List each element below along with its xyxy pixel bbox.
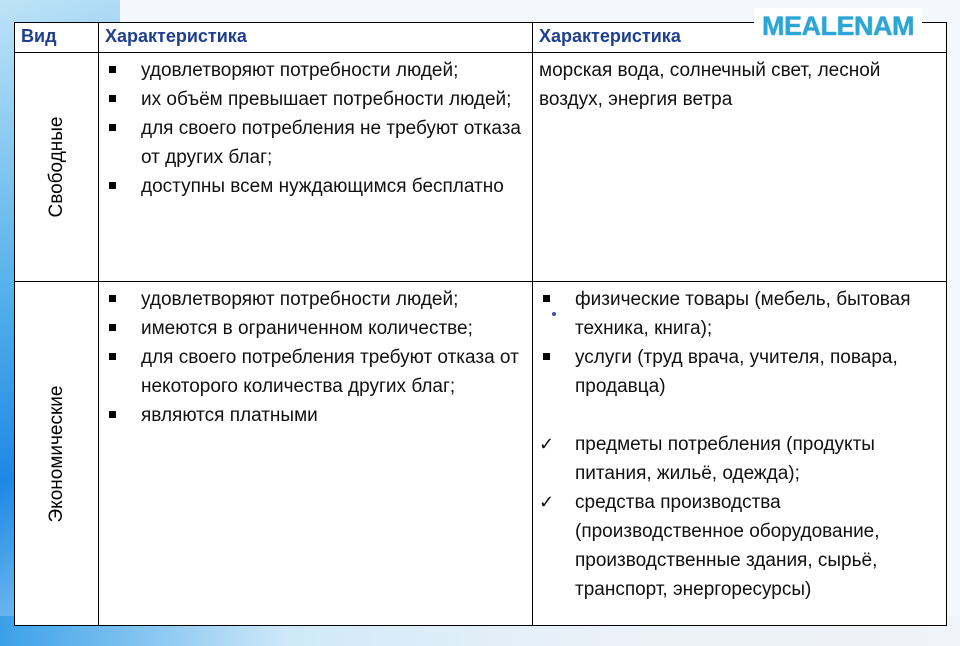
stray-dot xyxy=(552,312,556,316)
header-characteristic: Характеристика xyxy=(99,23,533,53)
examples-cell xyxy=(533,53,947,282)
bullet-square-icon xyxy=(105,401,119,430)
kind-label: Свободные xyxy=(45,116,67,218)
bullet-square-icon xyxy=(105,343,119,372)
watermark-logo xyxy=(754,8,922,44)
bullet-square-icon xyxy=(105,172,119,201)
bullet-square-icon xyxy=(105,285,119,314)
list-item: удовлетворяют потребности людей; xyxy=(99,56,526,85)
list-item: их объём превышает потребности людей; xyxy=(99,85,526,114)
list-spacer xyxy=(533,401,940,430)
traits-list xyxy=(99,282,532,430)
bullet-square-icon xyxy=(105,114,119,143)
logo-text: MEALENAM xyxy=(762,10,914,41)
examples-list xyxy=(533,282,946,604)
bullet-square-icon xyxy=(539,343,553,372)
bullet-square-icon xyxy=(539,285,553,314)
table-row-free xyxy=(15,53,947,282)
bullet-square-icon xyxy=(105,85,119,114)
bullet-square-icon xyxy=(105,56,119,85)
kind-label: Экономические xyxy=(45,385,67,522)
header-kind: Вид xyxy=(15,23,99,53)
list-item: для своего потребления требуют отказа от некоторого количества других благ; xyxy=(99,343,526,401)
list-item: ✓ предметы потребления (продукты питания, жильё, одежда); xyxy=(533,430,940,488)
list-item: физические товары (мебель, бытовая техника, книга); xyxy=(533,285,940,343)
traits-cell xyxy=(99,282,533,626)
checkmark-icon: ✓ xyxy=(539,434,555,454)
kind-cell xyxy=(15,282,99,626)
list-item: удовлетворяют потребности людей; xyxy=(99,285,526,314)
checkmark-icon: ✓ xyxy=(539,492,555,512)
list-item: доступны всем нуждающимся бесплатно xyxy=(99,172,526,201)
goods-table xyxy=(14,22,947,626)
examples-cell xyxy=(533,282,947,626)
bullet-square-icon xyxy=(105,314,119,343)
list-item: ✓ средства производства (производственное оборудование, производственные здания, сырьё, транспорт, энергоресурсы) xyxy=(533,488,940,604)
traits-cell xyxy=(99,53,533,282)
traits-list xyxy=(99,53,532,201)
list-item: для своего потребления не требуют отказа от других благ; xyxy=(99,114,526,172)
list-item: услуги (труд врача, учителя, повара, продавца) xyxy=(533,343,940,401)
header-examples: Характеристика xyxy=(533,23,947,53)
list-item: являются платными xyxy=(99,401,526,430)
table-row-economic xyxy=(15,282,947,626)
kind-cell xyxy=(15,53,99,282)
examples-text: морская вода, солнечный свет, лесной воздух, энергия ветра xyxy=(539,60,881,110)
list-item: имеются в ограниченном количестве; xyxy=(99,314,526,343)
